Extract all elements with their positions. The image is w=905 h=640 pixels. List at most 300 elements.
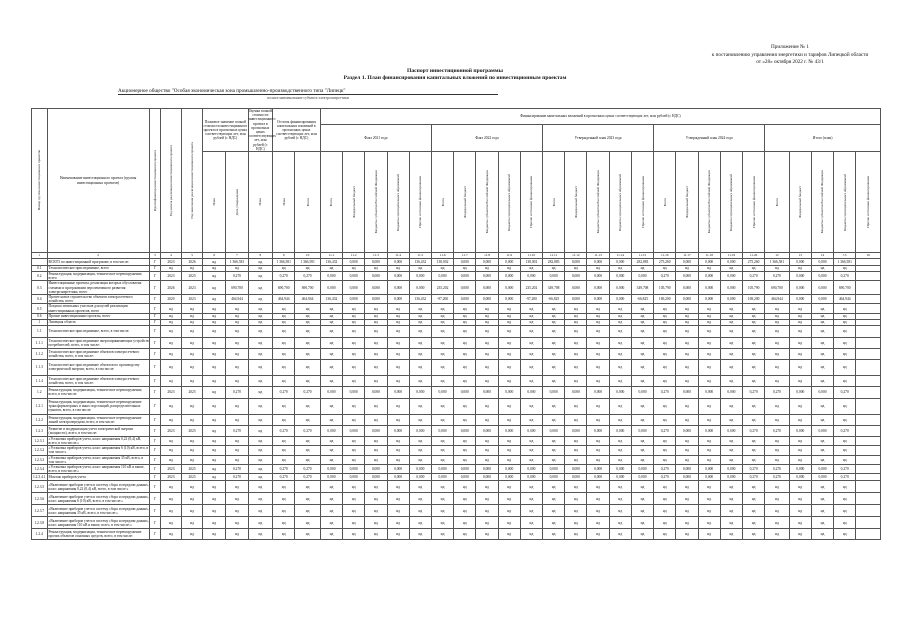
value-cell: нд bbox=[654, 493, 676, 505]
value-cell: нд bbox=[248, 465, 272, 474]
value-cell: 464,944 bbox=[295, 295, 321, 304]
value-cell: нд bbox=[454, 348, 476, 359]
column-number-cell: 11.20 bbox=[743, 253, 765, 259]
table-row bbox=[32, 493, 881, 505]
value-cell: нд bbox=[834, 481, 856, 493]
column-number-cell: 11.11 bbox=[543, 253, 565, 259]
value-cell: нд bbox=[631, 414, 653, 425]
project-name-cell: Технологическое присоединение, всего bbox=[47, 266, 149, 272]
value-cell: нд bbox=[609, 359, 631, 375]
value-cell bbox=[856, 337, 881, 348]
project-id-cell: Г bbox=[149, 455, 160, 464]
value-cell: нд bbox=[720, 266, 742, 272]
value-cell: нд bbox=[520, 436, 542, 445]
value-cell: 0,000 bbox=[811, 281, 833, 295]
value-cell: нд bbox=[454, 319, 476, 325]
value-cell: нд bbox=[565, 436, 587, 445]
value-cell: нд bbox=[320, 325, 342, 337]
header-sub: Бюджеты муниципальных образований bbox=[720, 152, 742, 253]
value-cell: нд bbox=[409, 319, 431, 325]
value-cell: нд bbox=[320, 517, 342, 529]
value-cell: нд bbox=[587, 325, 609, 337]
value-cell: нд bbox=[295, 517, 321, 529]
value-cell: нд bbox=[834, 414, 856, 425]
value-cell: нд bbox=[765, 517, 789, 529]
project-name-cell: «Включение приборов учета в систему сбора и передачи данных, класс напряжения 0,22 (0,4) кВ, всего, в том числе:» bbox=[48, 482, 149, 491]
value-cell: нд bbox=[203, 281, 226, 295]
value-cell: нд bbox=[765, 481, 789, 493]
value-cell: 138,002 bbox=[431, 259, 453, 266]
value-cell: нд bbox=[365, 517, 387, 529]
header-sub: Федеральный бюджет bbox=[676, 152, 698, 253]
value-cell: нд bbox=[498, 446, 520, 455]
value-cell: нд bbox=[226, 359, 248, 375]
row-number-cell: 1.2.3.4 bbox=[32, 465, 48, 474]
value-cell: 0,270 bbox=[654, 465, 676, 474]
value-cell: 0,270 bbox=[834, 272, 856, 281]
value-cell: нд bbox=[720, 414, 742, 425]
row-number-cell: 1.2.4 bbox=[32, 529, 48, 540]
value-cell: нд bbox=[431, 266, 453, 272]
value-cell: 0,000 bbox=[454, 425, 476, 436]
value-cell: нд bbox=[295, 348, 321, 359]
value-cell: нд bbox=[295, 337, 321, 348]
value-cell: нд bbox=[203, 517, 226, 529]
value-cell bbox=[856, 398, 881, 414]
value-cell: нд bbox=[743, 446, 765, 455]
header-sub: План bbox=[248, 152, 272, 253]
value-cell: нд bbox=[811, 529, 833, 540]
value-cell: нд bbox=[698, 436, 720, 445]
value-cell: нд bbox=[409, 375, 431, 386]
value-cell: нд bbox=[248, 493, 272, 505]
value-cell: нд bbox=[160, 493, 181, 505]
value-cell: нд bbox=[834, 325, 856, 337]
value-cell: нд bbox=[543, 266, 565, 272]
value-cell: нд bbox=[431, 529, 453, 540]
value-cell: нд bbox=[720, 359, 742, 375]
value-cell: 0,000 bbox=[476, 465, 498, 474]
value-cell: нд bbox=[631, 375, 653, 386]
value-cell: нд bbox=[273, 337, 295, 348]
value-cell: нд bbox=[698, 313, 720, 319]
value-cell: нд bbox=[543, 304, 565, 313]
project-id-cell: Г bbox=[149, 337, 160, 348]
value-cell: 0,000 bbox=[631, 474, 653, 481]
value-cell: нд bbox=[789, 348, 811, 359]
value-cell: 0,000 bbox=[365, 272, 387, 281]
value-cell: 0,000 bbox=[698, 295, 720, 304]
value-cell: нд bbox=[834, 493, 856, 505]
value-cell: 0,270 bbox=[273, 465, 295, 474]
value-cell: нд bbox=[454, 505, 476, 517]
value-cell: нд bbox=[226, 436, 248, 445]
value-cell: нд bbox=[431, 337, 453, 348]
value-cell: 0,270 bbox=[834, 465, 856, 474]
value-cell: нд bbox=[343, 348, 365, 359]
value-cell: нд bbox=[587, 359, 609, 375]
value-cell: нд bbox=[476, 266, 498, 272]
value-cell: нд bbox=[476, 337, 498, 348]
header-sub: Всего bbox=[654, 152, 676, 253]
value-cell: нд bbox=[160, 359, 181, 375]
value-cell: нд bbox=[565, 529, 587, 540]
column-number-cell: 16 bbox=[856, 253, 881, 259]
value-cell: нд bbox=[431, 375, 453, 386]
project-name-cell: Реконструкция, модернизация, техническое перевооружение прочих объектов основных средств, всего, в том числе: bbox=[47, 529, 149, 540]
value-cell: 0,000 bbox=[320, 474, 342, 481]
value-cell: нд bbox=[765, 319, 789, 325]
value-cell: нд bbox=[498, 398, 520, 414]
value-cell: 0,000 bbox=[587, 425, 609, 436]
project-id-cell: Г bbox=[149, 259, 160, 266]
project-id-cell: Г bbox=[149, 313, 160, 319]
value-cell: нд bbox=[343, 359, 365, 375]
value-cell: 0,000 bbox=[676, 474, 698, 481]
value-cell: нд bbox=[654, 436, 676, 445]
value-cell: нд bbox=[273, 398, 295, 414]
project-id-cell: Г bbox=[149, 398, 160, 414]
row-number-cell: 0.4 bbox=[32, 295, 48, 304]
value-cell: нд bbox=[160, 505, 181, 517]
value-cell: 0,000 bbox=[565, 386, 587, 398]
header-sub: Бюджеты субъектов Российской Федерации bbox=[811, 152, 833, 253]
value-cell: 0,000 bbox=[476, 425, 498, 436]
value-cell: 0,000 bbox=[454, 259, 476, 266]
value-cell: нд bbox=[365, 337, 387, 348]
table-row bbox=[32, 386, 881, 398]
row-number-cell: 0.2 bbox=[32, 272, 48, 281]
value-cell: нд bbox=[295, 529, 321, 540]
row-number-cell bbox=[32, 259, 48, 266]
table-row bbox=[32, 259, 881, 266]
value-cell: нд bbox=[520, 266, 542, 272]
value-cell: нд bbox=[676, 481, 698, 493]
value-cell: нд bbox=[834, 446, 856, 455]
value-cell: нд bbox=[226, 505, 248, 517]
value-cell: нд bbox=[476, 455, 498, 464]
row-number-cell: 1.1.4 bbox=[32, 375, 48, 386]
value-cell: нд bbox=[248, 325, 272, 337]
value-cell: нд bbox=[811, 319, 833, 325]
value-cell: 0,000 bbox=[789, 281, 811, 295]
value-cell: нд bbox=[273, 304, 295, 313]
value-cell: нд bbox=[765, 304, 789, 313]
value-cell bbox=[856, 517, 881, 529]
value-cell: нд bbox=[789, 325, 811, 337]
value-cell: 0,270 bbox=[295, 465, 321, 474]
row-number-cell: 1.2.3.1 bbox=[32, 436, 48, 445]
value-cell: нд bbox=[248, 313, 272, 319]
value-cell: нд bbox=[676, 505, 698, 517]
value-cell: нд bbox=[834, 337, 856, 348]
value-cell: 0,000 bbox=[565, 474, 587, 481]
table-row bbox=[32, 505, 881, 517]
header-fact-2022: Факт 2022 года bbox=[431, 125, 542, 152]
header-sub: План bbox=[203, 152, 226, 253]
project-id-cell: Г bbox=[149, 266, 160, 272]
value-cell: нд bbox=[409, 398, 431, 414]
value-cell: нд bbox=[295, 319, 321, 325]
project-name-cell: Реконструкция, модернизация, техническое перевооружение трансформаторных и иных подстанций, распределительных пунктов, всего, в том числе: bbox=[47, 398, 149, 414]
table-row bbox=[32, 517, 881, 529]
value-cell: 0,270 bbox=[273, 474, 295, 481]
value-cell: нд bbox=[181, 398, 202, 414]
value-cell: 0,270 bbox=[765, 272, 789, 281]
value-cell: нд bbox=[789, 337, 811, 348]
value-cell: нд bbox=[295, 505, 321, 517]
value-cell bbox=[856, 359, 881, 375]
value-cell: 0,000 bbox=[676, 295, 698, 304]
value-cell: нд bbox=[203, 266, 226, 272]
value-cell: нд bbox=[409, 325, 431, 337]
value-cell: нд bbox=[811, 337, 833, 348]
header-sub: Прочие источники финансирования bbox=[743, 152, 765, 253]
value-cell: 0,000 bbox=[343, 281, 365, 295]
project-id-cell: Г bbox=[149, 319, 160, 325]
value-cell: нд bbox=[343, 446, 365, 455]
value-cell: 0,000 bbox=[565, 281, 587, 295]
value-cell: 235,202 bbox=[520, 281, 542, 295]
value-cell: нд bbox=[409, 337, 431, 348]
table-row bbox=[32, 359, 881, 375]
value-cell: нд bbox=[789, 319, 811, 325]
value-cell: нд bbox=[498, 481, 520, 493]
value-cell: нд bbox=[631, 359, 653, 375]
value-cell: нд bbox=[226, 304, 248, 313]
value-cell: 1 366,581 bbox=[226, 259, 248, 266]
value-cell: нд bbox=[834, 529, 856, 540]
value-cell: нд bbox=[387, 398, 409, 414]
value-cell: нд bbox=[720, 319, 742, 325]
value-cell: нд bbox=[454, 446, 476, 455]
value-cell: 0,000 bbox=[789, 259, 811, 266]
column-number-cell: 11.5 bbox=[409, 253, 431, 259]
value-cell: 349,708 bbox=[543, 281, 565, 295]
value-cell: нд bbox=[789, 505, 811, 517]
header-plan-2024: Утвержденный план 2024 года bbox=[654, 125, 765, 152]
value-cell: нд bbox=[631, 446, 653, 455]
value-cell bbox=[856, 281, 881, 295]
value-cell: нд bbox=[273, 517, 295, 529]
value-cell: 0,000 bbox=[631, 465, 653, 474]
value-cell: нд bbox=[203, 481, 226, 493]
value-cell: 235,202 bbox=[431, 281, 453, 295]
header-sub: Всего bbox=[431, 152, 453, 253]
value-cell: нд bbox=[698, 304, 720, 313]
value-cell: 2026 bbox=[160, 281, 181, 295]
project-id-cell: Г bbox=[149, 304, 160, 313]
value-cell: нд bbox=[431, 325, 453, 337]
value-cell: нд bbox=[203, 446, 226, 455]
value-cell: 0,000 bbox=[720, 259, 742, 266]
value-cell: 0,270 bbox=[654, 272, 676, 281]
value-cell: нд bbox=[834, 348, 856, 359]
project-name-cell: Технологическое присоединение энергопринимающих устройств потребителей, всего, в том числе: bbox=[48, 338, 149, 347]
value-cell: нд bbox=[160, 517, 181, 529]
value-cell: нд bbox=[520, 319, 542, 325]
value-cell: нд bbox=[587, 337, 609, 348]
project-id-cell: Г bbox=[149, 493, 160, 505]
value-cell: нд bbox=[498, 414, 520, 425]
value-cell: нд bbox=[160, 481, 181, 493]
value-cell: нд bbox=[365, 505, 387, 517]
value-cell bbox=[856, 465, 881, 474]
value-cell: нд bbox=[587, 436, 609, 445]
value-cell: нд bbox=[631, 398, 653, 414]
value-cell: 0,270 bbox=[743, 474, 765, 481]
value-cell: 0,000 bbox=[320, 425, 342, 436]
value-cell: нд bbox=[248, 304, 272, 313]
value-cell: нд bbox=[343, 375, 365, 386]
value-cell: 0,000 bbox=[543, 386, 565, 398]
value-cell: нд bbox=[743, 359, 765, 375]
value-cell: нд bbox=[181, 319, 202, 325]
value-cell: нд bbox=[654, 359, 676, 375]
value-cell: нд bbox=[811, 266, 833, 272]
value-cell: 0,000 bbox=[387, 295, 409, 304]
value-cell: нд bbox=[811, 455, 833, 464]
project-name-cell: Технологическое присоединение объектов по производству электрической энергии, всего, в том числе: bbox=[47, 359, 149, 375]
organization-name: Акционерное общество "Особая экономическая зона промышленно-производственного типа "Липецк" bbox=[118, 88, 498, 95]
value-cell: нд bbox=[765, 493, 789, 505]
value-cell: нд bbox=[454, 266, 476, 272]
column-number-cell: 11.12 bbox=[565, 253, 587, 259]
value-cell: нд bbox=[248, 272, 272, 281]
value-cell: нд bbox=[789, 304, 811, 313]
value-cell: нд bbox=[273, 446, 295, 455]
value-cell: нд bbox=[248, 505, 272, 517]
value-cell: нд bbox=[454, 455, 476, 464]
document-title bbox=[60, 68, 850, 82]
value-cell: нд bbox=[631, 505, 653, 517]
table-row bbox=[32, 304, 881, 313]
value-cell: нд bbox=[226, 517, 248, 529]
value-cell: нд bbox=[476, 313, 498, 319]
value-cell: нд bbox=[720, 505, 742, 517]
header-project-name: Наименование инвестиционного проекта (группы инвестиционных проектов) bbox=[47, 109, 149, 253]
value-cell: нд bbox=[343, 304, 365, 313]
value-cell: нд bbox=[565, 313, 587, 319]
value-cell: 0,000 bbox=[365, 259, 387, 266]
project-name-cell: «Установка приборов учета, класс напряжения 0,22 (0,4) кВ, всего, в том числе:» bbox=[47, 436, 149, 445]
value-cell: 0,000 bbox=[676, 465, 698, 474]
value-cell: нд bbox=[587, 446, 609, 455]
value-cell: нд bbox=[476, 319, 498, 325]
column-number-cell: 9 bbox=[273, 253, 295, 259]
value-cell: 0,000 bbox=[789, 465, 811, 474]
value-cell: 136,432 bbox=[409, 295, 431, 304]
value-cell: 0,000 bbox=[343, 425, 365, 436]
value-cell: нд bbox=[226, 446, 248, 455]
header-fact-2021: Факт 2021 года bbox=[320, 125, 431, 152]
value-cell bbox=[856, 505, 881, 517]
column-number-cell: 11.4 bbox=[387, 253, 409, 259]
value-cell: нд bbox=[160, 319, 181, 325]
value-cell: нд bbox=[181, 359, 202, 375]
value-cell: нд bbox=[160, 375, 181, 386]
value-cell: нд bbox=[720, 398, 742, 414]
value-cell: нд bbox=[609, 529, 631, 540]
value-cell: нд bbox=[676, 348, 698, 359]
value-cell: 0,000 bbox=[431, 474, 453, 481]
value-cell: 0,000 bbox=[365, 425, 387, 436]
value-cell: нд bbox=[365, 325, 387, 337]
value-cell: 0,270 bbox=[654, 425, 676, 436]
column-number-cell: 14 bbox=[811, 253, 833, 259]
value-cell: нд bbox=[698, 319, 720, 325]
column-number-cell: 11.2 bbox=[343, 253, 365, 259]
value-cell: 0,000 bbox=[789, 386, 811, 398]
value-cell: нд bbox=[498, 337, 520, 348]
value-cell: нд bbox=[203, 304, 226, 313]
project-name-cell: Монтаж приборов учета bbox=[47, 474, 149, 481]
value-cell: нд bbox=[609, 325, 631, 337]
value-cell: нд bbox=[565, 446, 587, 455]
value-cell: нд bbox=[834, 319, 856, 325]
value-cell: нд bbox=[520, 398, 542, 414]
row-number-cell: 0.5 bbox=[32, 304, 48, 313]
project-name-cell: «Установка приборов учета, класс напряжения 110 кВ и выше, всего, в том числе:» bbox=[47, 465, 149, 474]
value-cell: нд bbox=[273, 493, 295, 505]
value-cell: нд bbox=[698, 481, 720, 493]
value-cell: нд bbox=[698, 505, 720, 517]
value-cell: нд bbox=[834, 505, 856, 517]
value-cell: нд bbox=[743, 398, 765, 414]
value-cell: нд bbox=[811, 375, 833, 386]
value-cell: нд bbox=[543, 493, 565, 505]
value-cell: 1 366,581 bbox=[295, 259, 321, 266]
value-cell: нд bbox=[409, 493, 431, 505]
value-cell: нд bbox=[387, 517, 409, 529]
value-cell: нд bbox=[387, 359, 409, 375]
value-cell: нд bbox=[203, 313, 226, 319]
header-sub: Всего bbox=[295, 152, 321, 253]
value-cell: нд bbox=[181, 304, 202, 313]
value-cell: 0,000 bbox=[498, 474, 520, 481]
value-cell: нд bbox=[226, 414, 248, 425]
table-row bbox=[32, 295, 881, 304]
row-number-cell: 1.1 bbox=[32, 325, 48, 337]
value-cell bbox=[856, 436, 881, 445]
value-cell: нд bbox=[181, 446, 202, 455]
value-cell: нд bbox=[226, 337, 248, 348]
value-cell: нд bbox=[273, 319, 295, 325]
value-cell: нд bbox=[273, 266, 295, 272]
value-cell: нд bbox=[631, 436, 653, 445]
value-cell: нд bbox=[498, 436, 520, 445]
value-cell: нд bbox=[387, 529, 409, 540]
row-number-cell: 1.2.3 bbox=[32, 425, 48, 436]
value-cell: нд bbox=[431, 436, 453, 445]
title-line: Паспорт инвестиционной программы bbox=[407, 68, 503, 74]
value-cell: нд bbox=[160, 398, 181, 414]
value-cell: нд bbox=[654, 414, 676, 425]
value-cell: нд bbox=[565, 359, 587, 375]
value-cell: нд bbox=[248, 281, 272, 295]
value-cell: 0,270 bbox=[765, 465, 789, 474]
value-cell: нд bbox=[543, 517, 565, 529]
value-cell: 136,432 bbox=[409, 259, 431, 266]
value-cell: нд bbox=[520, 505, 542, 517]
value-cell: 2020 bbox=[160, 295, 181, 304]
value-cell: 0,000 bbox=[387, 272, 409, 281]
value-cell: нд bbox=[789, 517, 811, 529]
value-cell: 0,000 bbox=[789, 295, 811, 304]
table-row bbox=[32, 375, 881, 386]
value-cell: нд bbox=[320, 266, 342, 272]
value-cell: нд bbox=[765, 313, 789, 319]
